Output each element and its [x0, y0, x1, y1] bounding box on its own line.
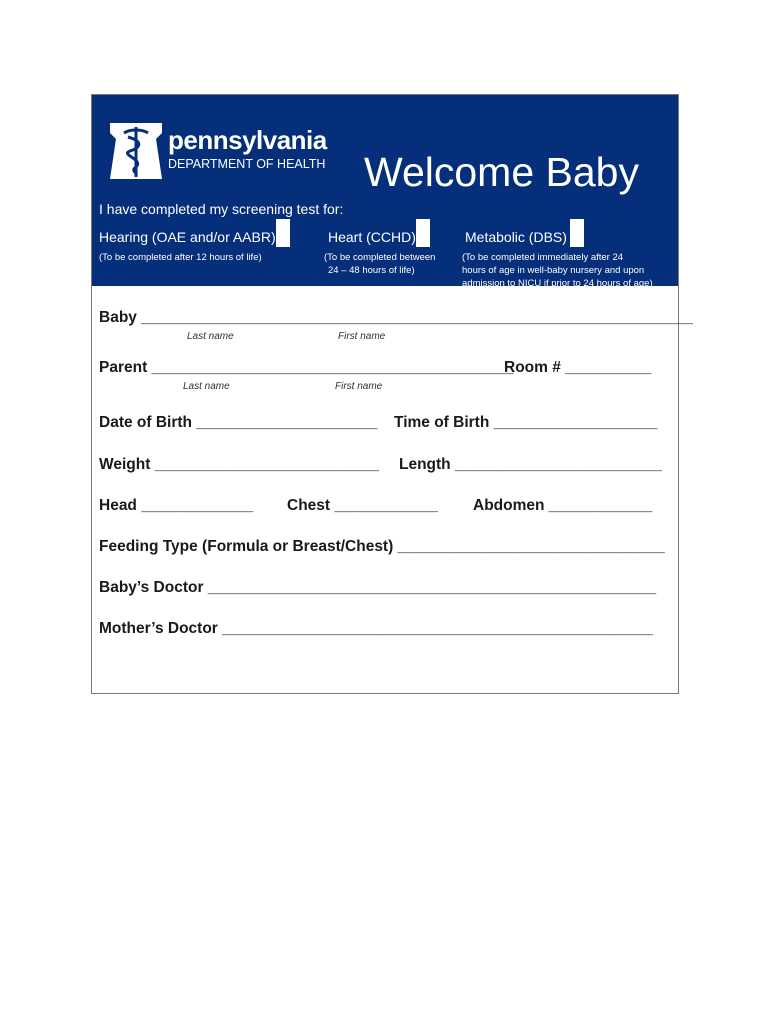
card-header [92, 95, 678, 289]
head-field[interactable]: Head _____________ [99, 497, 254, 514]
chest-field[interactable]: Chest ____________ [287, 497, 438, 514]
baby-first-name-label: First name [338, 331, 386, 342]
screening-intro: I have completed my screening test for: [99, 201, 344, 217]
babys-doctor-field[interactable]: Baby’s Doctor ____________________________________________________ [99, 579, 657, 596]
hearing-checkbox[interactable] [276, 219, 290, 247]
heart-note: (To be completed between 24 – 48 hours of life) [324, 252, 436, 276]
heart-test-label: Heart (CCHD) [328, 229, 416, 245]
date-of-birth-field[interactable]: Date of Birth _____________________ [99, 414, 378, 431]
mothers-doctor-field[interactable]: Mother’s Doctor __________________________________________________ [99, 620, 654, 637]
time-of-birth-field[interactable]: Time of Birth ___________________ [394, 414, 658, 431]
hearing-test-label: Hearing (OAE and/or AABR) [99, 229, 276, 245]
weight-field[interactable]: Weight __________________________ [99, 456, 379, 473]
feeding-type-field[interactable]: Feeding Type (Formula or Breast/Chest) _______________________________ [99, 538, 665, 555]
metabolic-checkbox[interactable] [570, 219, 584, 247]
metabolic-note: (To be completed immediately after 24 hours of age in well-baby nursery and upon admission to NICU if prior to 24 hours of age) [462, 252, 653, 289]
welcome-baby-card [91, 94, 693, 694]
parent-last-name-label: Last name [183, 381, 230, 392]
parent-first-name-label: First name [335, 381, 383, 392]
parent-name-field[interactable]: Parent __________________________________________ [99, 359, 514, 376]
baby-last-name-label: Last name [187, 331, 234, 342]
brand-name: pennsylvania [168, 125, 327, 155]
keystone-caduceus-icon [106, 121, 166, 181]
length-field[interactable]: Length ________________________ [399, 456, 662, 473]
hearing-note: (To be completed after 12 hours of life) [99, 252, 262, 263]
department-name: DEPARTMENT OF HEALTH [168, 157, 326, 171]
abdomen-field[interactable]: Abdomen ____________ [473, 497, 653, 514]
heart-checkbox[interactable] [416, 219, 430, 247]
room-number-field[interactable]: Room # __________ [504, 359, 652, 376]
page-title: Welcome Baby [364, 149, 639, 195]
metabolic-test-label: Metabolic (DBS) [465, 229, 567, 245]
baby-name-field[interactable]: Baby ________________________________________________________________ [99, 309, 693, 326]
